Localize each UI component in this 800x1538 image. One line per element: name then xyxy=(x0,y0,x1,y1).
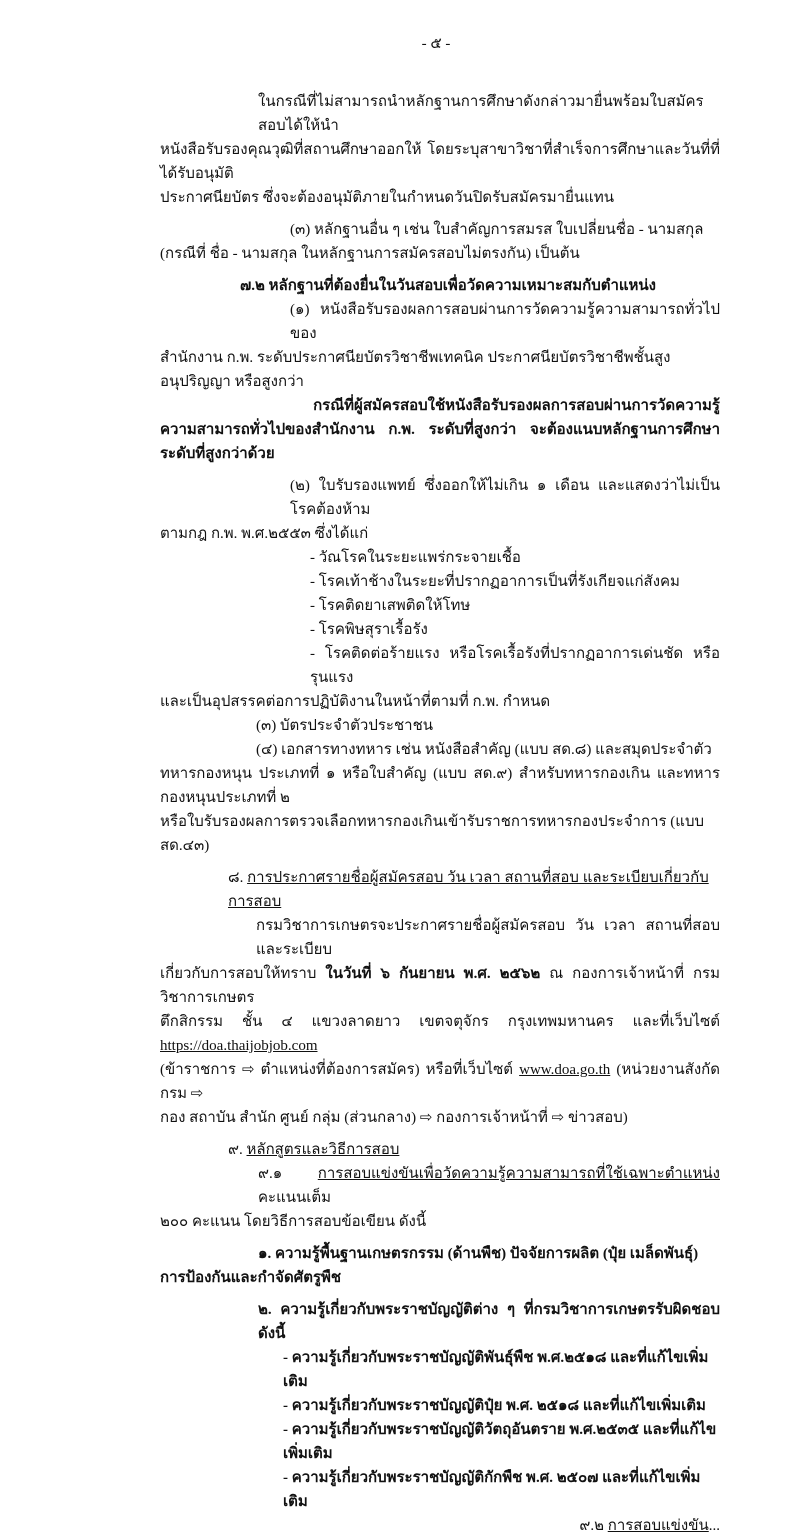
list-item: - โรคติดต่อร้ายแรง หรือโรคเรื้อรังที่ปรากฏอาการเด่นชัด หรือรุนแรง xyxy=(310,646,720,686)
paragraph-line xyxy=(160,1010,720,1058)
text: (หน่วยงานสังกัดกรม ⇨ xyxy=(160,1062,720,1102)
paragraph-line: ประกาศนียบัตร ซึ่งจะต้องอนุมัติภายในกำหนดวันปิดรับสมัครมายื่นแทน xyxy=(160,190,614,206)
paragraph-line: สำนักงาน ก.พ. ระดับประกาศนียบัตรวิชาชีพเทคนิค ประกาศนียบัตรวิชาชีพชั้นสูง อนุปริญญา หรือสูงกว่า xyxy=(160,350,671,390)
paragraph-line: (๓) หลักฐานอื่น ๆ เช่น ใบสำคัญการสมรส ใบเปลี่ยนชื่อ - นามสกุล xyxy=(290,222,704,238)
list-item: - ความรู้เกี่ยวกับพระราชบัญญัติพันธุ์พืช พ.ศ.๒๕๑๘ และที่แก้ไขเพิ่มเติม xyxy=(283,1350,709,1390)
topic-line: การป้องกันและกำจัดศัตรูพืช xyxy=(160,1270,342,1286)
list-item: - โรคเท้าช้างในระยะที่ปรากฏอาการเป็นที่รังเกียจแก่สังคม xyxy=(310,574,680,590)
text: เกี่ยวกับการสอบให้ทราบ xyxy=(160,966,326,982)
paragraph-line: (๒) ใบรับรองแพทย์ ซึ่งออกให้ไม่เกิน ๑ เดือน และแสดงว่าไม่เป็นโรคต้องห้าม xyxy=(290,478,720,518)
note-line: ความสามารถทั่วไปของสำนักงาน ก.พ. ระดับที่สูงกว่า จะต้องแนบหลักฐานการศึกษาระดับที่สูงกว่าด้วย xyxy=(160,422,720,462)
announcement-date: ในวันที่ ๖ กันยายน พ.ศ. ๒๕๖๒ xyxy=(325,966,541,982)
note-line: กรณีที่ผู้สมัครสอบใช้หนังสือรับรองผลการสอบผ่านการวัดความรู้ xyxy=(313,398,720,414)
text: (ข้าราชการ ⇨ ตำแหน่งที่ต้องการสมัคร) หรือที่เว็บไซต์ xyxy=(160,1062,520,1078)
website-link-thaijobjob[interactable]: https://doa.thaijobjob.com xyxy=(160,1038,318,1054)
section-title: การประกาศรายชื่อผู้สมัครสอบ วัน เวลา สถานที่สอบ และระเบียบเกี่ยวกับการสอบ xyxy=(228,870,709,910)
paragraph-line xyxy=(160,962,720,1010)
paragraph-line: (๑) หนังสือรับรองผลการสอบผ่านการวัดความรู้ความสามารถทั่วไป ของ xyxy=(290,302,720,342)
list-item: - ความรู้เกี่ยวกับพระราชบัญญัติปุ๋ย พ.ศ. ๒๕๑๘ และที่แก้ไขเพิ่มเติม xyxy=(283,1398,706,1414)
text: ตึกสิกรรม ชั้น ๔ แขวงลาดยาว เขตจตุจักร กรุงเทพมหานคร และที่เว็บไซต์ xyxy=(160,1014,720,1030)
text: ๙.๒ xyxy=(579,1518,608,1534)
paragraph-line: หนังสือรับรองคุณวุฒิที่สถานศึกษาออกให้ โดยระบุสาขาวิชาที่สำเร็จการศึกษาและวันที่ที่ได้รับอนุมัติ xyxy=(160,142,720,182)
section-heading-9 xyxy=(160,1138,720,1162)
section-heading-7-2: ๗.๒ หลักฐานที่ต้องยื่นในวันสอบเพื่อวัดความเหมาะสมกับตำแหน่ง xyxy=(240,278,657,294)
list-item: - ความรู้เกี่ยวกับพระราชบัญญัติวัตถุอันตราย พ.ศ.๒๕๓๕ และที่แก้ไขเพิ่มเติม xyxy=(283,1422,717,1462)
paragraph-line: และเป็นอุปสรรคต่อการปฏิบัติงานในหน้าที่ตามที่ ก.พ. กำหนด xyxy=(160,694,551,710)
document-body xyxy=(160,90,720,1538)
list-item: - โรคติดยาเสพติดให้โทษ xyxy=(310,598,471,614)
page-number: - ๕ - xyxy=(421,36,451,52)
section-number: ๘. xyxy=(228,870,244,886)
paragraph-line: ในกรณีที่ไม่สามารถนำหลักฐานการศึกษาดังกล่าวมายื่นพร้อมใบสมัครสอบได้ให้นำ xyxy=(258,94,704,134)
paragraph-line: (กรณีที่ ชื่อ - นามสกุล ในหลักฐานการสมัครสอบไม่ตรงกัน) เป็นต้น xyxy=(160,246,580,262)
paragraph-line xyxy=(160,1162,720,1210)
topic-line: ๑. ความรู้พื้นฐานเกษตรกรรม (ด้านพืช) ปัจจัยการผลิต (ปุ๋ย เมล็ดพันธุ์) xyxy=(258,1246,699,1262)
topic-line: ๒. ความรู้เกี่ยวกับพระราชบัญญัติต่าง ๆ ที่กรมวิชาการเกษตรรับผิดชอบ ดังนี้ xyxy=(258,1302,720,1342)
text: ... xyxy=(708,1518,720,1534)
list-item: - วัณโรคในระยะแพร่กระจายเชื้อ xyxy=(310,550,521,566)
paragraph-line: ตามกฎ ก.พ. พ.ศ.๒๕๕๓ ซึ่งได้แก่ xyxy=(160,526,369,542)
subsection-title: การสอบแข่งขันเพื่อวัดความรู้ความสามารถที่ใช้เฉพาะตำแหน่ง xyxy=(317,1166,720,1182)
paragraph-line: กอง สถาบัน สำนัก ศูนย์ กลุ่ม (ส่วนกลาง) ⇨ กองการเจ้าหน้าที่ ⇨ ข่าวสอบ) xyxy=(160,1110,628,1126)
section-number: ๙. xyxy=(228,1142,243,1158)
section-heading-8 xyxy=(160,866,720,914)
list-item: - ความรู้เกี่ยวกับพระราชบัญญัติกักพืช พ.ศ. ๒๕๐๗ และที่แก้ไขเพิ่มเติม xyxy=(283,1470,701,1510)
text: คะแนนเต็ม xyxy=(258,1190,332,1206)
text: การสอบแข่งขัน xyxy=(607,1518,709,1534)
list-item: - โรคพิษสุราเรื้อรัง xyxy=(310,622,428,638)
continuation-note xyxy=(160,1514,720,1538)
section-title: หลักสูตรและวิธีการสอบ xyxy=(246,1142,400,1158)
paragraph-line: กรมวิชาการเกษตรจะประกาศรายชื่อผู้สมัครสอบ วัน เวลา สถานที่สอบ และระเบียบ xyxy=(256,918,720,958)
paragraph-line: หรือใบรับรองผลการตรวจเลือกทหารกองเกินเข้ารับราชการทหารกองประจำการ (แบบ สด.๔๓) xyxy=(160,814,704,854)
text: ณ กองการเจ้าหน้าที่ กรมวิชาการเกษตร xyxy=(160,966,720,1006)
paragraph-line xyxy=(160,1058,720,1106)
text: ๙.๑ xyxy=(258,1166,318,1182)
paragraph-line: ทหารกองหนุน ประเภทที่ ๑ หรือใบสำคัญ (แบบ สด.๙) สำหรับทหารกองเกิน และทหารกองหนุนประเภทที่ ๒ xyxy=(160,766,720,806)
paragraph-line: (๓) บัตรประจำตัวประชาชน xyxy=(256,718,433,734)
website-link-doa[interactable]: www.doa.go.th xyxy=(519,1062,611,1078)
paragraph-line: (๔) เอกสารทางทหาร เช่น หนังสือสำคัญ (แบบ สด.๘) และสมุดประจำตัว xyxy=(256,742,712,758)
paragraph-line: ๒๐๐ คะแนน โดยวิธีการสอบข้อเขียน ดังนี้ xyxy=(160,1214,427,1230)
